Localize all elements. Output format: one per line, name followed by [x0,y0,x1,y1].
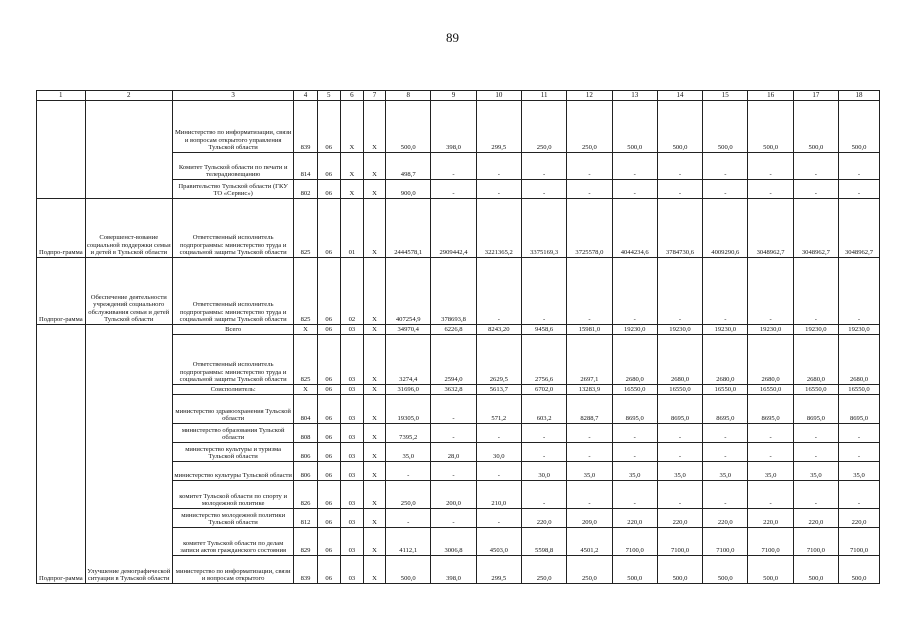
value-cell: 3221365,2 [476,199,521,258]
code-cell: 06 [317,481,340,509]
column-header: 6 [340,91,363,101]
value-cell: 299,5 [476,101,521,153]
value-cell: 500,0 [703,101,748,153]
value-cell: - [748,443,793,462]
value-cell: - [431,462,476,481]
code-cell: 01 [340,199,363,258]
code-cell: 03 [340,528,363,556]
table-header-row [37,91,880,101]
value-cell: 8695,0 [748,395,793,424]
value-cell: 398,0 [431,101,476,153]
program-name-cell: Совершенст-вование социальной поддержки семьи и детей в Тульской области [85,199,172,258]
executor-cell: комитет Тульской области по делам записи актов гражданского состояния [172,528,294,556]
code-cell: 806 [294,443,317,462]
code-cell: 03 [340,395,363,424]
code-cell: Х [363,528,385,556]
value-cell: - [476,462,521,481]
code-cell: Х [363,258,385,325]
code-cell: 03 [340,556,363,584]
code-cell: 06 [317,180,340,199]
value-cell: 19230,0 [839,325,880,335]
value-cell: - [431,509,476,528]
code-cell: 808 [294,424,317,443]
column-header: 4 [294,91,317,101]
executor-cell: Ответственный исполнитель подпрограммы: министерство труда и социальной защиты Тульской области [172,258,294,325]
value-cell: 900,0 [386,180,431,199]
code-cell: Х [363,462,385,481]
value-cell: - [657,481,702,509]
executor-cell: министерство культуры Тульской области [172,462,294,481]
code-cell: Х [294,385,317,395]
code-cell: 06 [317,443,340,462]
code-cell: 06 [317,101,340,153]
value-cell: 3725578,0 [567,199,612,258]
executor-cell: министерство образования Тульской области [172,424,294,443]
code-cell: 825 [294,258,317,325]
code-cell: 03 [340,385,363,395]
value-cell: 407254,9 [386,258,431,325]
executor-cell: министерство здравоохранения Тульской области [172,395,294,424]
value-cell: 13283,9 [567,385,612,395]
code-cell: 06 [317,385,340,395]
value-cell: 8243,20 [476,325,521,335]
value-cell: - [703,258,748,325]
value-cell: 250,0 [567,101,612,153]
value-cell: 500,0 [386,101,431,153]
column-header: 12 [567,91,612,101]
value-cell: 3375169,3 [521,199,566,258]
value-cell: - [793,153,838,180]
executor-cell: министерство культуры и туризма Тульской области [172,443,294,462]
value-cell: 19230,0 [703,325,748,335]
column-header: 18 [839,91,880,101]
value-cell: - [521,258,566,325]
value-cell: - [612,424,657,443]
executor-cell: Министерство по информатизации, связи и вопросам открытого управления Тульской области [172,101,294,153]
code-cell: 806 [294,462,317,481]
value-cell: 16550,0 [703,385,748,395]
column-header: 2 [85,91,172,101]
value-cell: 2909442,4 [431,199,476,258]
value-cell: - [657,443,702,462]
code-cell: Х [363,325,385,335]
code-cell: 839 [294,556,317,584]
value-cell: 200,0 [431,481,476,509]
value-cell: - [431,424,476,443]
value-cell: - [657,424,702,443]
value-cell: 378693,8 [431,258,476,325]
value-cell: - [567,258,612,325]
value-cell: 500,0 [839,556,880,584]
value-cell: 220,0 [657,509,702,528]
value-cell: 7100,0 [703,528,748,556]
value-cell: 4009290,6 [703,199,748,258]
executor-cell: Всего [172,325,294,335]
executor-cell: Ответственный исполнитель подпрограммы: министерство труда и социальной защиты Тульской области [172,335,294,385]
value-cell: 8695,0 [703,395,748,424]
code-cell: Х [363,481,385,509]
value-cell: 2629,5 [476,335,521,385]
code-cell: 03 [340,509,363,528]
executor-cell: Ответственный исполнитель подпрограммы: министерство труда и социальной защиты Тульской области [172,199,294,258]
code-cell: 06 [317,424,340,443]
value-cell: - [567,481,612,509]
value-cell: - [657,153,702,180]
value-cell: - [567,180,612,199]
page-number: 89 [446,30,459,45]
value-cell: 500,0 [612,101,657,153]
table-row [37,325,880,335]
code-cell: Х [340,153,363,180]
column-header: 7 [363,91,385,101]
code-cell: 03 [340,462,363,481]
column-header: 9 [431,91,476,101]
code-cell: 03 [340,481,363,509]
value-cell: - [703,153,748,180]
value-cell: - [431,395,476,424]
value-cell: 220,0 [793,509,838,528]
value-cell: 220,0 [839,509,880,528]
value-cell: 299,5 [476,556,521,584]
value-cell: 250,0 [521,556,566,584]
value-cell: 220,0 [521,509,566,528]
code-cell: 804 [294,395,317,424]
value-cell: 16550,0 [657,385,702,395]
value-cell: 30,0 [521,462,566,481]
value-cell: 8695,0 [657,395,702,424]
value-cell: 220,0 [612,509,657,528]
value-cell: 7100,0 [657,528,702,556]
value-cell: - [703,180,748,199]
code-cell: Х [363,335,385,385]
value-cell: - [521,153,566,180]
value-cell: 2680,0 [612,335,657,385]
value-cell: - [476,424,521,443]
value-cell: 8288,7 [567,395,612,424]
code-cell: 802 [294,180,317,199]
value-cell: 209,0 [567,509,612,528]
code-cell: 03 [340,424,363,443]
column-header: 10 [476,91,521,101]
value-cell: - [839,481,880,509]
row-type-cell [37,101,86,199]
value-cell: 7100,0 [793,528,838,556]
code-cell: Х [363,395,385,424]
value-cell: - [476,258,521,325]
value-cell: 500,0 [793,101,838,153]
column-header: 3 [172,91,294,101]
value-cell: - [521,481,566,509]
value-cell: - [567,424,612,443]
code-cell: 825 [294,335,317,385]
value-cell: 4044234,6 [612,199,657,258]
value-cell: - [793,443,838,462]
value-cell: 4503,0 [476,528,521,556]
value-cell: - [431,153,476,180]
value-cell: - [839,258,880,325]
value-cell: 500,0 [748,556,793,584]
value-cell: - [703,424,748,443]
code-cell: 03 [340,443,363,462]
value-cell: 5613,7 [476,385,521,395]
code-cell: 06 [317,395,340,424]
table-row [37,199,880,258]
code-cell: 814 [294,153,317,180]
code-cell: 829 [294,528,317,556]
value-cell: - [793,180,838,199]
value-cell: 220,0 [703,509,748,528]
row-type-cell: Подпрог-рамма [37,325,86,584]
value-cell: - [612,153,657,180]
value-cell: 7100,0 [612,528,657,556]
value-cell: - [612,180,657,199]
value-cell: 2680,0 [703,335,748,385]
value-cell: 19230,0 [612,325,657,335]
value-cell: - [567,153,612,180]
code-cell: Х [340,180,363,199]
value-cell: - [657,258,702,325]
value-cell: - [521,443,566,462]
value-cell: 6226,8 [431,325,476,335]
value-cell: - [476,180,521,199]
value-cell: 35,0 [793,462,838,481]
value-cell: - [521,180,566,199]
program-name-cell: Обеспечение деятельности учреждений социального обслуживания семьи и детей Тульской области [85,258,172,325]
value-cell: - [793,424,838,443]
value-cell: 16550,0 [793,385,838,395]
code-cell: 06 [317,153,340,180]
value-cell: 603,2 [521,395,566,424]
value-cell: 500,0 [839,101,880,153]
code-cell: 06 [317,258,340,325]
value-cell: 19230,0 [748,325,793,335]
value-cell: - [793,258,838,325]
budget-table [36,90,880,584]
code-cell: Х [294,325,317,335]
value-cell: 210,0 [476,481,521,509]
value-cell: - [431,180,476,199]
code-cell: 06 [317,556,340,584]
value-cell: - [476,509,521,528]
table-row [37,101,880,153]
executor-cell: Комитет Тульской области по печати и телерадиовещанию [172,153,294,180]
value-cell: 500,0 [748,101,793,153]
column-header: 8 [386,91,431,101]
column-header: 5 [317,91,340,101]
value-cell: 3274,4 [386,335,431,385]
executor-cell: комитет Тульской области по спорту и молодежной политике [172,481,294,509]
program-name-cell: Улучшение демографической ситуации в Тульской области [85,325,172,584]
value-cell: 500,0 [657,101,702,153]
code-cell: 812 [294,509,317,528]
value-cell: - [386,462,431,481]
code-cell: 06 [317,335,340,385]
value-cell: 250,0 [386,481,431,509]
value-cell: 500,0 [386,556,431,584]
value-cell: - [703,443,748,462]
value-cell: 250,0 [567,556,612,584]
code-cell: 826 [294,481,317,509]
value-cell: 35,0 [839,462,880,481]
code-cell: Х [363,424,385,443]
code-cell: Х [363,199,385,258]
value-cell: - [839,153,880,180]
value-cell: 19230,0 [657,325,702,335]
code-cell: Х [363,101,385,153]
value-cell: 2680,0 [839,335,880,385]
value-cell: - [748,258,793,325]
code-cell: Х [363,180,385,199]
value-cell: 35,0 [386,443,431,462]
value-cell: 35,0 [748,462,793,481]
value-cell: 8695,0 [612,395,657,424]
value-cell: - [612,443,657,462]
value-cell: - [567,443,612,462]
code-cell: Х [363,556,385,584]
value-cell: 16550,0 [748,385,793,395]
table-row [37,258,880,325]
column-header: 1 [37,91,86,101]
value-cell: 35,0 [657,462,702,481]
value-cell: 16550,0 [612,385,657,395]
value-cell: - [612,481,657,509]
value-cell: - [839,424,880,443]
value-cell: 28,0 [431,443,476,462]
column-header: 17 [793,91,838,101]
value-cell: - [748,481,793,509]
value-cell: 6702,0 [521,385,566,395]
code-cell: 825 [294,199,317,258]
value-cell: - [748,424,793,443]
code-cell: 839 [294,101,317,153]
value-cell: 498,7 [386,153,431,180]
value-cell: 2594,0 [431,335,476,385]
value-cell: 398,0 [431,556,476,584]
value-cell: - [657,180,702,199]
table-body [37,101,880,584]
value-cell: 3048962,7 [748,199,793,258]
value-cell: 30,0 [476,443,521,462]
column-header: 11 [521,91,566,101]
value-cell: 7395,2 [386,424,431,443]
value-cell: 500,0 [657,556,702,584]
value-cell: 16550,0 [839,385,880,395]
value-cell: 4501,2 [567,528,612,556]
value-cell: 31696,0 [386,385,431,395]
value-cell: 34970,4 [386,325,431,335]
code-cell: Х [363,443,385,462]
value-cell: 5598,8 [521,528,566,556]
code-cell: 06 [317,528,340,556]
value-cell: 2680,0 [748,335,793,385]
executor-cell: Соисполнитель: [172,385,294,395]
code-cell: 03 [340,325,363,335]
value-cell: 8695,0 [793,395,838,424]
row-type-cell: Подпрог-рамма [37,258,86,325]
column-header: 14 [657,91,702,101]
code-cell: 06 [317,462,340,481]
column-header: 16 [748,91,793,101]
value-cell: - [386,509,431,528]
column-header: 13 [612,91,657,101]
value-cell: 19230,0 [793,325,838,335]
code-cell: 06 [317,199,340,258]
value-cell: 9458,6 [521,325,566,335]
column-header: 15 [703,91,748,101]
value-cell: 2697,1 [567,335,612,385]
value-cell: - [612,258,657,325]
code-cell: 02 [340,258,363,325]
value-cell: 4112,1 [386,528,431,556]
value-cell: 3006,8 [431,528,476,556]
value-cell: - [521,424,566,443]
value-cell: 3048962,7 [793,199,838,258]
value-cell: 19305,0 [386,395,431,424]
row-type-cell: Подпро-грамма [37,199,86,258]
value-cell: - [839,180,880,199]
value-cell: 500,0 [793,556,838,584]
value-cell: 3632,8 [431,385,476,395]
value-cell: 7100,0 [839,528,880,556]
code-cell: 03 [340,335,363,385]
value-cell: 35,0 [567,462,612,481]
value-cell: - [839,443,880,462]
code-cell: 06 [317,509,340,528]
value-cell: 35,0 [703,462,748,481]
program-name-cell [85,101,172,199]
value-cell: 2680,0 [657,335,702,385]
value-cell: - [748,180,793,199]
value-cell: 2680,0 [793,335,838,385]
code-cell: Х [363,509,385,528]
value-cell: 500,0 [612,556,657,584]
value-cell: 2756,6 [521,335,566,385]
value-cell: 571,2 [476,395,521,424]
value-cell: 220,0 [748,509,793,528]
value-cell: 250,0 [521,101,566,153]
value-cell: 7100,0 [748,528,793,556]
code-cell: Х [363,385,385,395]
value-cell: - [793,481,838,509]
value-cell: - [748,153,793,180]
value-cell: - [476,153,521,180]
executor-cell: министерство молодежной политики Тульской области [172,509,294,528]
value-cell: 35,0 [612,462,657,481]
code-cell: Х [340,101,363,153]
value-cell: 3784730,6 [657,199,702,258]
executor-cell: министерство по информатизации, связи и вопросам открытого [172,556,294,584]
code-cell: Х [363,153,385,180]
value-cell: 3048962,7 [839,199,880,258]
value-cell: 500,0 [703,556,748,584]
executor-cell: Правительство Тульской области (ГКУ ТО «Сервис») [172,180,294,199]
code-cell: 06 [317,325,340,335]
value-cell: 2444578,1 [386,199,431,258]
value-cell: 15981,0 [567,325,612,335]
value-cell: 8695,0 [839,395,880,424]
value-cell: - [703,481,748,509]
